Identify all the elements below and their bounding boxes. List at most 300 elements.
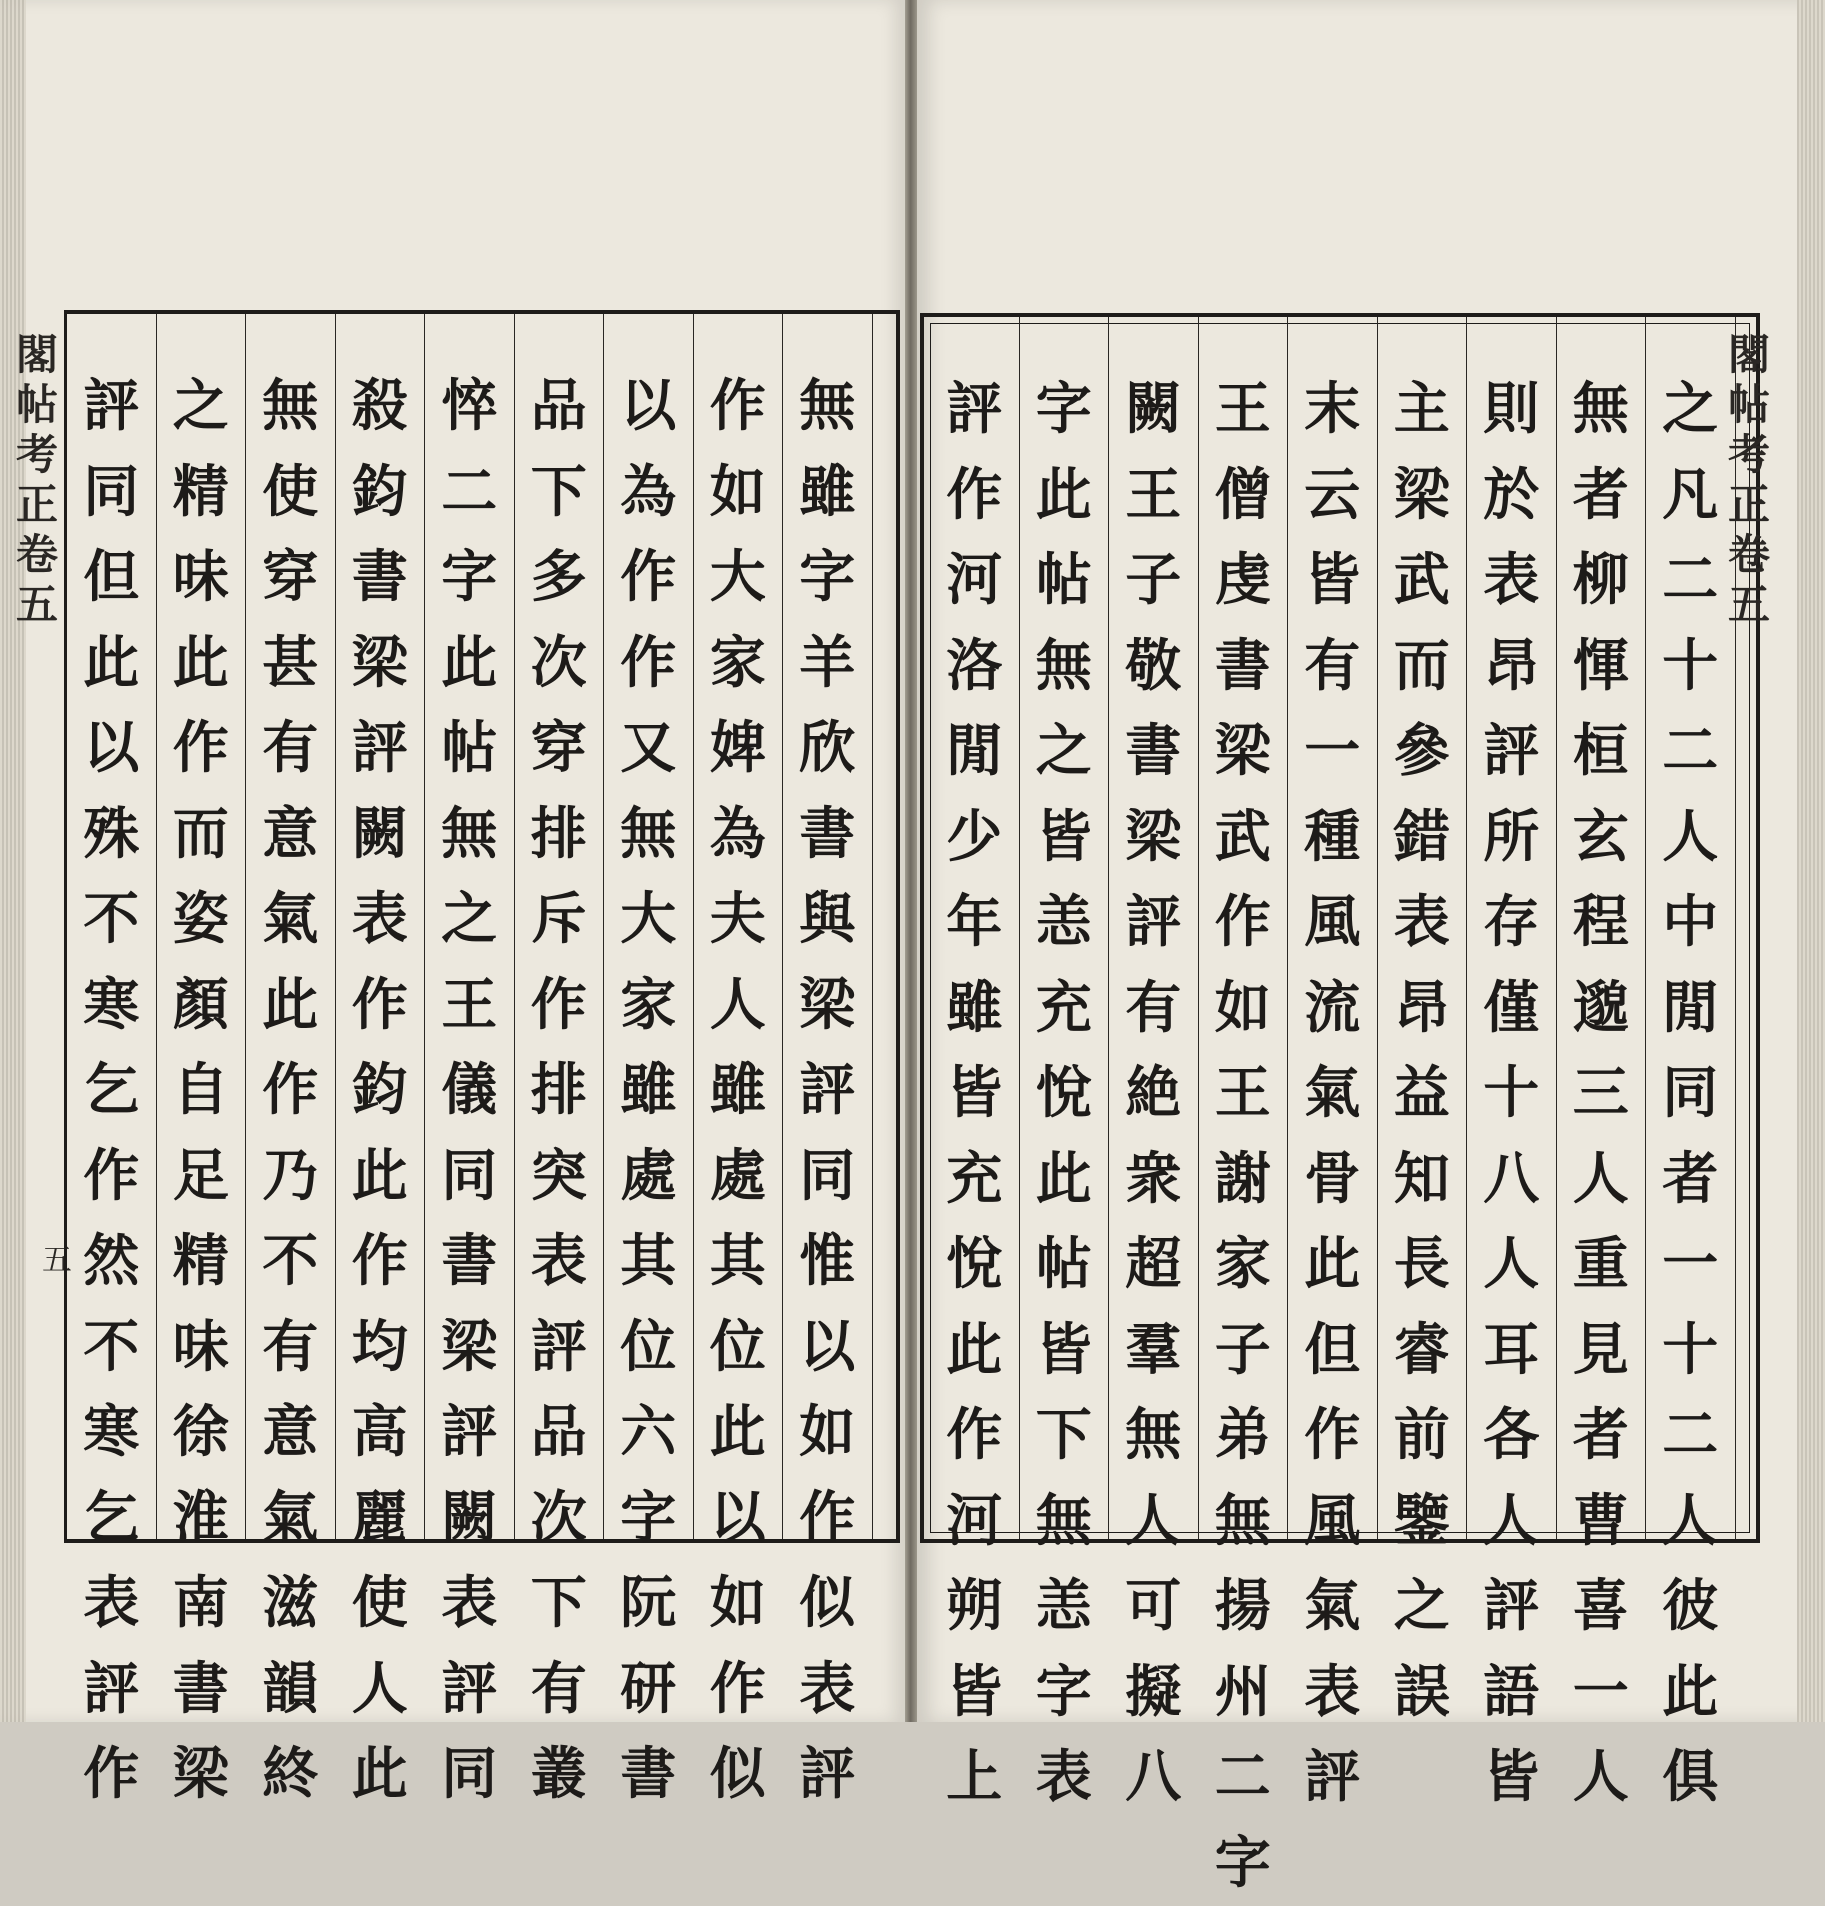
glyph: 表 (83, 1561, 139, 1647)
glyph: 不 (262, 1219, 318, 1305)
glyph: 書 (441, 1219, 497, 1305)
glyph: 排 (531, 1048, 587, 1134)
left-text-frame (64, 310, 900, 1543)
glyph: 次 (531, 1476, 587, 1562)
glyph: 寒 (83, 963, 139, 1049)
glyph: 閒 (1662, 966, 1718, 1052)
glyph: 人 (352, 1647, 408, 1733)
glyph: 字 (799, 535, 855, 621)
glyph: 虔 (1215, 538, 1271, 624)
glyph: 寒 (83, 1390, 139, 1476)
column-text (1646, 367, 1735, 1821)
text-column (1646, 317, 1736, 1539)
glyph: 一 (1573, 1650, 1629, 1736)
glyph: 二 (441, 450, 497, 536)
glyph: 一 (1304, 709, 1360, 795)
glyph: 書 (1215, 624, 1271, 710)
glyph: 人 (1483, 1222, 1539, 1308)
text-column (1288, 317, 1378, 1539)
glyph: 惲 (1573, 624, 1629, 710)
glyph: 帖 (1036, 1222, 1092, 1308)
glyph: 王 (1125, 453, 1181, 539)
text-column (425, 314, 515, 1539)
glyph: 書 (1125, 709, 1181, 795)
glyph: 皆 (1036, 795, 1092, 881)
glyph: 同 (1662, 1051, 1718, 1137)
glyph: 評 (441, 1647, 497, 1733)
glyph: 此 (352, 1732, 408, 1818)
glyph: 絶 (1125, 1051, 1181, 1137)
glyph: 流 (1304, 966, 1360, 1052)
glyph: 無 (1215, 1479, 1271, 1565)
column-text (515, 364, 604, 1818)
glyph: 而 (1394, 624, 1450, 710)
glyph: 穿 (262, 535, 318, 621)
glyph: 其 (710, 1219, 766, 1305)
glyph: 書 (620, 1732, 676, 1818)
glyph: 評 (799, 1048, 855, 1134)
glyph: 大 (620, 877, 676, 963)
glyph: 無 (620, 792, 676, 878)
glyph: 高 (352, 1390, 408, 1476)
glyph: 乃 (262, 1134, 318, 1220)
glyph: 三 (1573, 1051, 1629, 1137)
column-text (1109, 367, 1198, 1821)
glyph: 有 (531, 1647, 587, 1733)
glyph: 之 (1036, 709, 1092, 795)
glyph: 與 (799, 877, 855, 963)
glyph: 表 (352, 877, 408, 963)
glyph: 意 (262, 792, 318, 878)
glyph: 昂 (1483, 624, 1539, 710)
glyph: 之 (1662, 367, 1718, 453)
glyph: 重 (1573, 1222, 1629, 1308)
glyph: 帖 (1728, 380, 1770, 430)
glyph: 則 (1483, 367, 1539, 453)
glyph: 作 (83, 1732, 139, 1818)
glyph: 書 (799, 792, 855, 878)
glyph: 益 (1394, 1051, 1450, 1137)
right-text-frame (920, 313, 1760, 1543)
glyph: 充 (1036, 966, 1092, 1052)
glyph: 下 (1036, 1393, 1092, 1479)
glyph: 氣 (1304, 1564, 1360, 1650)
glyph: 表 (531, 1219, 587, 1305)
glyph: 韻 (262, 1647, 318, 1733)
glyph: 惟 (799, 1219, 855, 1305)
glyph: 王 (1215, 367, 1271, 453)
column-text (783, 364, 872, 1818)
glyph: 少 (946, 795, 1002, 881)
glyph: 然 (83, 1219, 139, 1305)
glyph: 有 (262, 1305, 318, 1391)
text-column (694, 314, 784, 1539)
glyph: 無 (1125, 1393, 1181, 1479)
glyph: 品 (531, 1390, 587, 1476)
glyph: 鈞 (352, 1048, 408, 1134)
glyph: 同 (799, 1134, 855, 1220)
glyph: 皆 (1304, 538, 1360, 624)
glyph: 帖 (441, 706, 497, 792)
glyph: 上 (946, 1735, 1002, 1821)
glyph: 有 (262, 706, 318, 792)
glyph: 作 (620, 535, 676, 621)
glyph: 閣 (1728, 330, 1770, 380)
text-column (1199, 317, 1289, 1539)
glyph: 凡 (1662, 453, 1718, 539)
glyph: 足 (173, 1134, 229, 1220)
glyph: 斥 (531, 877, 587, 963)
glyph: 殺 (352, 364, 408, 450)
glyph: 作 (352, 1219, 408, 1305)
column-text (604, 364, 693, 1818)
column-text (246, 364, 335, 1818)
glyph: 子 (1125, 538, 1181, 624)
glyph: 此 (1036, 1137, 1092, 1223)
glyph: 十 (1483, 1051, 1539, 1137)
glyph: 有 (1125, 966, 1181, 1052)
glyph: 年 (946, 880, 1002, 966)
page-number: 五 (42, 1235, 72, 1279)
glyph: 各 (1483, 1393, 1539, 1479)
glyph: 人 (1483, 1479, 1539, 1565)
glyph: 徐 (173, 1390, 229, 1476)
glyph: 作 (799, 1476, 855, 1562)
glyph: 終 (262, 1732, 318, 1818)
column-text (67, 364, 156, 1818)
column-text (1467, 367, 1556, 1821)
glyph: 氣 (262, 1476, 318, 1562)
glyph: 之 (1394, 1564, 1450, 1650)
glyph: 但 (1304, 1308, 1360, 1394)
glyph: 表 (799, 1647, 855, 1733)
glyph: 表 (1394, 880, 1450, 966)
glyph: 此 (173, 621, 229, 707)
glyph: 闕 (352, 792, 408, 878)
glyph: 弟 (1215, 1393, 1271, 1479)
glyph: 程 (1573, 880, 1629, 966)
glyph: 誤 (1394, 1650, 1450, 1736)
glyph: 皆 (946, 1051, 1002, 1137)
glyph: 表 (1483, 538, 1539, 624)
glyph: 而 (173, 792, 229, 878)
glyph: 作 (710, 1647, 766, 1733)
glyph: 曹 (1573, 1479, 1629, 1565)
glyph: 知 (1394, 1137, 1450, 1223)
glyph: 見 (1573, 1308, 1629, 1394)
glyph: 謝 (1215, 1137, 1271, 1223)
glyph: 此 (710, 1390, 766, 1476)
glyph: 人 (1662, 795, 1718, 881)
glyph: 欣 (799, 706, 855, 792)
glyph: 者 (1662, 1137, 1718, 1223)
glyph: 卷 (1728, 530, 1770, 580)
glyph: 以 (620, 364, 676, 450)
glyph: 無 (1573, 367, 1629, 453)
glyph: 考 (1728, 430, 1770, 480)
glyph: 作 (531, 963, 587, 1049)
glyph: 排 (531, 792, 587, 878)
glyph: 以 (83, 706, 139, 792)
glyph: 參 (1394, 709, 1450, 795)
glyph: 骨 (1304, 1137, 1360, 1223)
glyph: 恙 (1036, 880, 1092, 966)
glyph: 評 (1483, 709, 1539, 795)
column-text (157, 364, 246, 1818)
glyph: 評 (83, 364, 139, 450)
glyph: 如 (710, 1561, 766, 1647)
glyph: 評 (352, 706, 408, 792)
glyph: 二 (1662, 709, 1718, 795)
glyph: 似 (799, 1561, 855, 1647)
glyph: 氣 (262, 877, 318, 963)
glyph: 河 (946, 538, 1002, 624)
glyph: 正 (16, 480, 58, 530)
glyph: 麗 (352, 1476, 408, 1562)
text-column (1467, 317, 1557, 1539)
glyph: 者 (1573, 453, 1629, 539)
glyph: 夫 (710, 877, 766, 963)
glyph: 所 (1483, 795, 1539, 881)
glyph: 此 (352, 1134, 408, 1220)
text-column (246, 314, 336, 1539)
glyph: 此 (262, 963, 318, 1049)
glyph: 大 (710, 535, 766, 621)
glyph: 氣 (1304, 1051, 1360, 1137)
glyph: 作 (173, 706, 229, 792)
glyph: 姿 (173, 877, 229, 963)
glyph: 闕 (1125, 367, 1181, 453)
glyph: 甚 (262, 621, 318, 707)
glyph: 玄 (1573, 795, 1629, 881)
glyph: 表 (1304, 1650, 1360, 1736)
column-text (1020, 367, 1109, 1821)
glyph: 者 (1573, 1393, 1629, 1479)
glyph: 恙 (1036, 1564, 1092, 1650)
glyph: 多 (531, 535, 587, 621)
glyph: 乞 (83, 1048, 139, 1134)
glyph: 風 (1304, 880, 1360, 966)
glyph: 悅 (946, 1222, 1002, 1308)
text-column (1109, 317, 1199, 1539)
glyph: 字 (620, 1476, 676, 1562)
glyph: 耳 (1483, 1308, 1539, 1394)
glyph: 俱 (1662, 1735, 1718, 1821)
glyph: 梁 (352, 621, 408, 707)
right-margin-title (1728, 330, 1770, 630)
glyph: 精 (173, 450, 229, 536)
glyph: 梁 (1215, 709, 1271, 795)
glyph: 不 (83, 877, 139, 963)
glyph: 羣 (1125, 1308, 1181, 1394)
glyph: 十 (1662, 1308, 1718, 1394)
glyph: 字 (441, 535, 497, 621)
glyph: 六 (620, 1390, 676, 1476)
glyph: 八 (1483, 1137, 1539, 1223)
glyph: 書 (173, 1647, 229, 1733)
glyph: 婢 (710, 706, 766, 792)
glyph: 子 (1215, 1308, 1271, 1394)
glyph: 雖 (620, 1048, 676, 1134)
glyph: 此 (1036, 453, 1092, 539)
glyph: 皆 (1483, 1735, 1539, 1821)
glyph: 字 (1036, 1650, 1092, 1736)
glyph: 如 (1215, 966, 1271, 1052)
glyph: 南 (173, 1561, 229, 1647)
glyph: 王 (1215, 1051, 1271, 1137)
glyph: 味 (173, 535, 229, 621)
glyph: 闕 (441, 1476, 497, 1562)
glyph: 人 (1125, 1479, 1181, 1565)
glyph: 鈞 (352, 450, 408, 536)
glyph: 超 (1125, 1222, 1181, 1308)
glyph: 人 (1573, 1137, 1629, 1223)
glyph: 此 (441, 621, 497, 707)
glyph: 評 (531, 1305, 587, 1391)
glyph: 五 (1728, 580, 1770, 630)
glyph: 位 (710, 1305, 766, 1391)
text-column (604, 314, 694, 1539)
glyph: 無 (262, 364, 318, 450)
column-text (930, 367, 1019, 1821)
glyph: 同 (441, 1732, 497, 1818)
glyph: 作 (620, 621, 676, 707)
text-column (515, 314, 605, 1539)
glyph: 一 (1662, 1222, 1718, 1308)
glyph: 評 (1304, 1735, 1360, 1821)
glyph: 作 (83, 1134, 139, 1220)
glyph: 家 (620, 963, 676, 1049)
glyph: 作 (352, 963, 408, 1049)
glyph: 人 (710, 963, 766, 1049)
glyph: 語 (1483, 1650, 1539, 1736)
glyph: 僧 (1215, 453, 1271, 539)
glyph: 長 (1394, 1222, 1450, 1308)
glyph: 十 (1662, 624, 1718, 710)
glyph: 作 (1304, 1393, 1360, 1479)
glyph: 有 (1304, 624, 1360, 710)
glyph: 處 (710, 1134, 766, 1220)
glyph: 之 (441, 877, 497, 963)
glyph: 無 (441, 792, 497, 878)
glyph: 精 (173, 1219, 229, 1305)
glyph: 之 (173, 364, 229, 450)
glyph: 下 (531, 1561, 587, 1647)
glyph: 羊 (799, 621, 855, 707)
glyph: 無 (799, 364, 855, 450)
glyph: 武 (1394, 538, 1450, 624)
glyph: 柳 (1573, 538, 1629, 624)
glyph: 洛 (946, 624, 1002, 710)
glyph: 淮 (173, 1476, 229, 1562)
glyph: 悴 (441, 364, 497, 450)
glyph: 雖 (710, 1048, 766, 1134)
glyph: 使 (352, 1561, 408, 1647)
text-column (67, 314, 157, 1539)
glyph: 閒 (946, 709, 1002, 795)
glyph: 無 (1036, 1479, 1092, 1565)
glyph: 考 (16, 430, 58, 480)
glyph: 均 (352, 1305, 408, 1391)
glyph: 字 (1036, 367, 1092, 453)
glyph: 梁 (1125, 795, 1181, 881)
glyph: 人 (1573, 1735, 1629, 1821)
glyph: 梁 (441, 1305, 497, 1391)
glyph: 穿 (531, 706, 587, 792)
glyph: 評 (83, 1647, 139, 1733)
glyph: 可 (1125, 1564, 1181, 1650)
column-text (1199, 367, 1288, 1906)
glyph: 作 (710, 364, 766, 450)
glyph: 同 (441, 1134, 497, 1220)
glyph: 家 (710, 621, 766, 707)
column-text (694, 364, 783, 1818)
glyph: 滋 (262, 1561, 318, 1647)
glyph: 意 (262, 1390, 318, 1476)
glyph: 如 (799, 1390, 855, 1476)
glyph: 表 (441, 1561, 497, 1647)
glyph: 使 (262, 450, 318, 536)
glyph: 殊 (83, 792, 139, 878)
glyph: 正 (1728, 480, 1770, 530)
glyph: 味 (173, 1305, 229, 1391)
glyph: 為 (710, 792, 766, 878)
glyph: 作 (1215, 880, 1271, 966)
glyph: 閣 (16, 330, 58, 380)
glyph: 帖 (1036, 538, 1092, 624)
glyph: 此 (946, 1308, 1002, 1394)
glyph: 昂 (1394, 966, 1450, 1052)
glyph: 表 (1036, 1735, 1092, 1821)
glyph: 同 (83, 450, 139, 536)
glyph: 顏 (173, 963, 229, 1049)
glyph: 為 (620, 450, 676, 536)
glyph: 河 (946, 1479, 1002, 1565)
glyph: 下 (531, 450, 587, 536)
glyph: 州 (1215, 1650, 1271, 1736)
glyph: 彼 (1662, 1564, 1718, 1650)
glyph: 二 (1662, 1393, 1718, 1479)
glyph: 處 (620, 1134, 676, 1220)
glyph: 以 (799, 1305, 855, 1391)
glyph: 家 (1215, 1222, 1271, 1308)
glyph: 擬 (1125, 1650, 1181, 1736)
glyph: 梁 (1394, 453, 1450, 539)
glyph: 存 (1483, 880, 1539, 966)
glyph: 字 (1215, 1821, 1271, 1906)
glyph: 中 (1662, 880, 1718, 966)
glyph: 不 (83, 1305, 139, 1391)
glyph: 主 (1394, 367, 1450, 453)
glyph: 二 (1215, 1735, 1271, 1821)
glyph: 充 (946, 1137, 1002, 1223)
glyph: 但 (83, 535, 139, 621)
glyph: 桓 (1573, 709, 1629, 795)
glyph: 邈 (1573, 966, 1629, 1052)
glyph: 書 (352, 535, 408, 621)
glyph: 武 (1215, 795, 1271, 881)
glyph: 如 (710, 450, 766, 536)
text-column (930, 317, 1020, 1539)
left-margin-title (16, 330, 58, 630)
glyph: 前 (1394, 1393, 1450, 1479)
glyph: 作 (946, 1393, 1002, 1479)
text-column (157, 314, 247, 1539)
glyph: 儀 (441, 1048, 497, 1134)
glyph: 皆 (1036, 1308, 1092, 1394)
glyph: 於 (1483, 453, 1539, 539)
column-text (1288, 367, 1377, 1821)
